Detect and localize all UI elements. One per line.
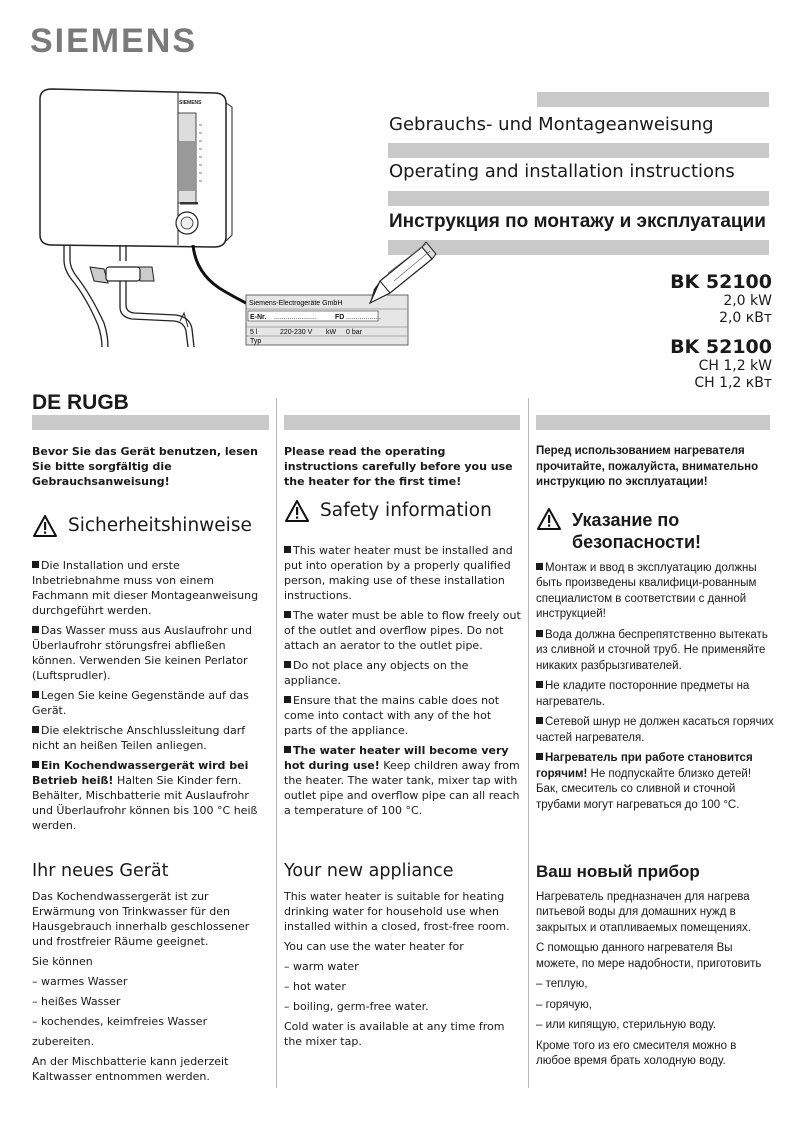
list-item: – hot water: [284, 980, 346, 993]
new-appliance-title: Ihr neues Gerät: [32, 861, 169, 881]
header-bar: [388, 240, 769, 255]
plate-voltage: 220-230 V: [280, 329, 313, 336]
paragraph: Sie können: [32, 955, 93, 968]
model-power: CH 1,2 kW: [698, 358, 772, 374]
column-bar: [284, 415, 520, 430]
model-name: BK 52100: [670, 271, 772, 293]
siemens-logo: SIEMENS: [30, 22, 198, 60]
plate-bar: 0 bar: [346, 329, 362, 336]
safety-item: Legen Sie keine Gegenstände auf das Gerät.: [32, 689, 249, 717]
safety-item: Ein Kochendwassergerät wird bei Betrieb heiß! Halten Sie Kinder fern. Behälter, Mischbatterie mit Auslaufrohr und Überlaufrohr können bis 100 °C heiß werden.: [32, 759, 258, 832]
list-item: – теплую,: [536, 978, 588, 990]
appliance-illustration: [28, 85, 438, 385]
safety-item: Не кладите посторонние предметы на нагреватель.: [536, 680, 750, 708]
device-brand-label: SIEMENS: [179, 100, 202, 106]
new-appliance-en: [284, 861, 522, 1054]
paragraph: С помощью данного нагревателя Вы можете, по мере надобности, приготовить: [536, 942, 762, 970]
header-bar: [388, 191, 769, 206]
model-power: 2,0 kW: [723, 293, 772, 309]
column-bar: [32, 415, 269, 430]
safety-title: Safety information: [320, 500, 492, 521]
paragraph: Das Kochendwassergerät ist zur Erwärmung von Trinkwasser für den Hausgebrauch innerhalb geschlossener und frostfreier Räume geeignet.: [32, 890, 250, 948]
safety-item: Ensure that the mains cable does not come into contact with any of the hot parts of the appliance.: [284, 694, 500, 737]
column-de: [32, 444, 270, 838]
plate-maker: Siemens-Electrogeräte GmbH: [249, 300, 343, 307]
new-appliance-title: Your new appliance: [284, 861, 454, 881]
header-bar: [537, 92, 769, 107]
safety-item: Do not place any objects on the appliance.: [284, 659, 469, 687]
list-item: – boiling, germ-free water.: [284, 1000, 429, 1013]
region-code: DE RUGB: [32, 391, 129, 414]
safety-item: Нагреватель при работе становится горячим! Не подпускайте близко детей! Бак, смеситель со сливной и сточной трубами могут нагреваться до 100 °C.: [536, 752, 753, 811]
list-item: – горячую,: [536, 998, 592, 1011]
plate-enr-dots: ......................: [274, 314, 317, 321]
pencil-icon: [370, 242, 436, 303]
safety-item: This water heater must be installed and put into operation by a properly qualified person, making use of these installation instructions.: [284, 544, 513, 602]
plate-volume: 5 l: [250, 329, 258, 336]
title-en: Operating and installation instructions: [389, 161, 735, 182]
list-item: – kochendes, keimfreies Wasser: [32, 1015, 208, 1028]
warning-icon: [284, 499, 310, 523]
plate-enr-label: E-Nr.: [250, 314, 267, 321]
safety-title: Sicherheitshinweise: [68, 515, 252, 536]
safety-heading: [32, 514, 270, 558]
paragraph: An der Mischbatterie kann jederzeit Kaltwasser entnommen werden.: [32, 1055, 229, 1083]
new-appliance-ru: [536, 864, 774, 1075]
column-divider: [528, 398, 529, 1088]
title-de: Gebrauchs- und Montageanweisung: [389, 114, 714, 135]
warning-icon: [32, 514, 58, 538]
warning-icon: [536, 507, 562, 531]
safety-item: The water must be able to flow freely out of the outlet and overflow pipes. Do not attach an aerator to the outlet pipe.: [284, 609, 521, 652]
paragraph: Нагреватель предназначен для нагрева питьевой воды для домашних нужд в закрытых и отапливаемых помещениях.: [536, 890, 751, 934]
column-ru: [536, 444, 774, 818]
safety-heading: [536, 507, 774, 561]
safety-title: Указание по безопасности!: [572, 509, 702, 552]
header-bar: [388, 143, 769, 158]
safety-item: Das Wasser muss aus Auslaufrohr und Überlaufrohr störungsfrei abfließen können. Verwenden Sie keinen Perlator (Luftsprudler).: [32, 624, 252, 682]
model-power-ru: 2,0 кВт: [719, 310, 772, 326]
model-name: BK 52100: [670, 336, 772, 358]
safety-item: Вода должна беспрепятственно вытекать из сливной и сточной труб. Не применяйте никаких разбрызгивателей.: [536, 628, 768, 672]
list-item: – или кипящую, стерильную воду.: [536, 1019, 716, 1031]
intro-text: Bevor Sie das Gerät benutzen, lesen Sie bitte sorgfältig die Gebrauchsanweisung!: [32, 445, 258, 488]
column-en: [284, 444, 522, 823]
safety-item: Сетевой шнур не должен касаться горячих частей нагревателя.: [536, 716, 774, 744]
new-appliance-title: Ваш новый прибор: [536, 862, 700, 881]
list-item: – warm water: [284, 960, 359, 973]
plate-typ: Typ: [250, 338, 262, 345]
intro-text: Please read the operating instructions carefully before you use the heater for the first time!: [284, 445, 513, 488]
model-power-ru: CH 1,2 кВт: [694, 375, 772, 391]
column-bar: [536, 415, 770, 430]
paragraph: zubereiten.: [32, 1035, 95, 1048]
plate-fd-dots: ..................: [346, 314, 382, 321]
paragraph: Cold water is available at any time from the mixer tap.: [284, 1020, 505, 1048]
new-appliance-de: [32, 861, 270, 1089]
plate-fd-label: FD: [335, 314, 345, 321]
model-block-1: [670, 271, 772, 327]
intro-text: Перед использованием нагревателя прочитайте, пожалуйста, внимательно инструкцию по эксплуатации!: [536, 445, 759, 488]
safety-item: Die elektrische Anschlussleitung darf nicht an heißen Teilen anliegen.: [32, 724, 246, 752]
paragraph: This water heater is suitable for heating drinking water for household use when installed within a closed, frost-free room.: [284, 890, 510, 933]
column-divider: [276, 398, 277, 1088]
safety-heading: [284, 499, 522, 543]
plate-kw: kW: [326, 329, 337, 336]
model-block-2: [670, 336, 772, 392]
safety-item: Die Installation und erste Inbetriebnahme muss von einem Fachmann mit dieser Montageanweisung durchgeführt werden.: [32, 559, 259, 617]
list-item: – warmes Wasser: [32, 975, 128, 988]
paragraph: You can use the water heater for: [284, 940, 464, 953]
list-item: – heißes Wasser: [32, 995, 121, 1008]
title-ru: Инструкция по монтажу и эксплуатации: [389, 211, 766, 232]
safety-item: Монтаж и ввод в эксплуатацию должны быть произведены квалифици-рованным специалистом в соответствии с данной инструкцией!: [536, 561, 757, 620]
paragraph: Кроме того из его смесителя можно в любое время брать холодную воду.: [536, 1039, 737, 1067]
safety-item: The water heater will become very hot during use! Keep children away from the heater. The water tank, mixer tap with outlet pipe and overflow pipe can all reach a temperature of 100 °C.: [284, 744, 520, 817]
